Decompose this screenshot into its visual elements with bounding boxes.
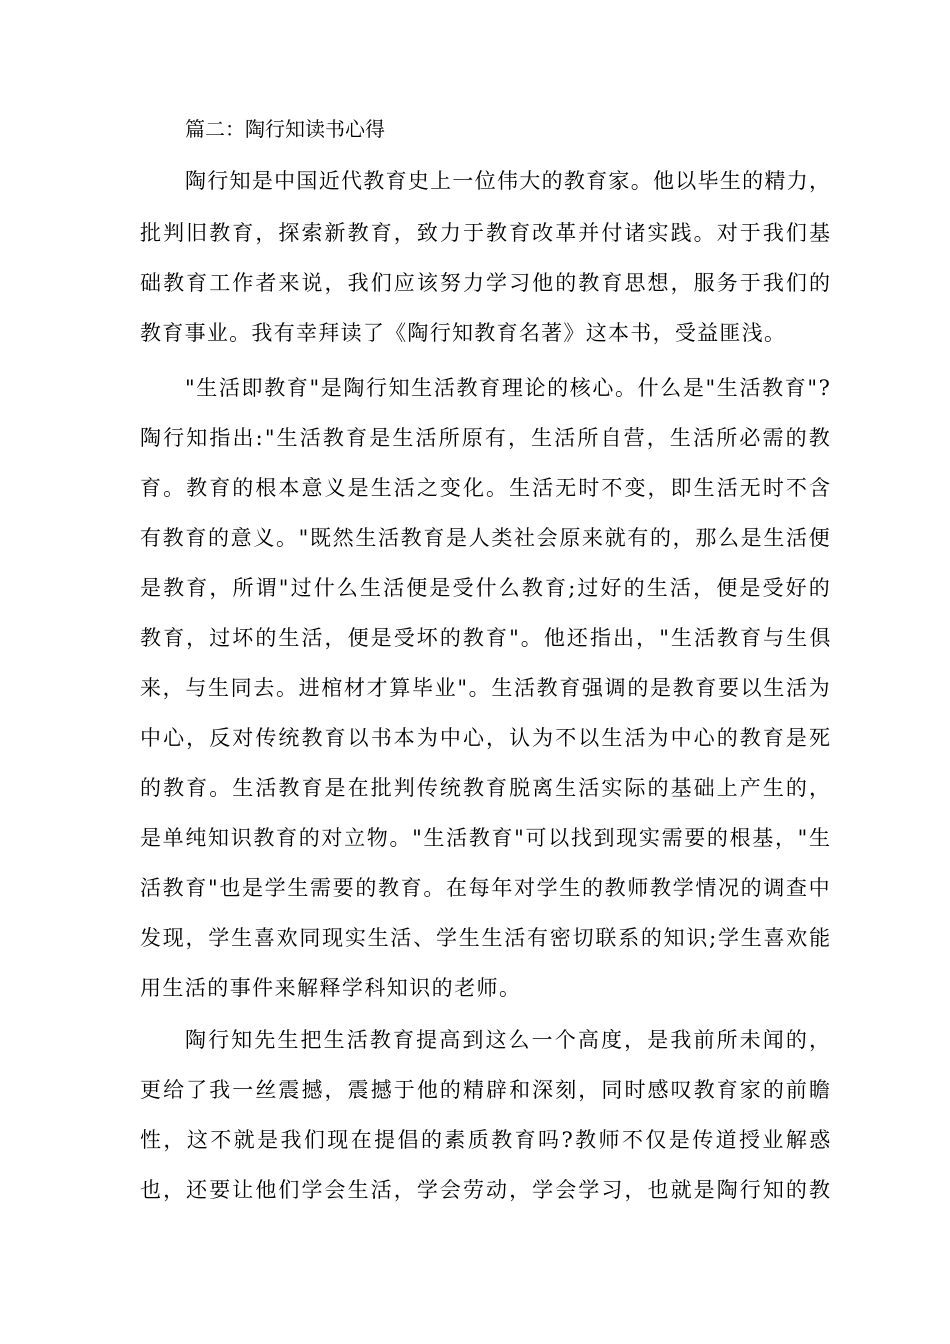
text-line: 育。教育的根本意义是生活之变化。生活无时不变，即生活无时不含 bbox=[140, 476, 833, 500]
text-line: 的教育。生活教育是在批判传统教育脱离生活实际的基础上产生的， bbox=[140, 776, 833, 800]
text-line: 础教育工作者来说，我们应该努力学习他的教育思想，服务于我们的 bbox=[140, 271, 833, 295]
text-line: 活教育"也是学生需要的教育。在每年对学生的教师教学情况的调查中 bbox=[140, 876, 832, 900]
text-line: 发现，学生喜欢同现实生活、学生生活有密切联系的知识;学生喜欢能 bbox=[140, 926, 832, 950]
text-line: 批判旧教育，探索新教育，致力于教育改革并付诸实践。对于我们基 bbox=[140, 221, 833, 245]
text-line: 来，与生同去。进棺材才算毕业"。生活教育强调的是教育要以生活为 bbox=[140, 676, 832, 700]
text-line: 陶行知先生把生活教育提高到这么一个高度，是我前所未闻的， bbox=[185, 1028, 833, 1052]
text-line: 用生活的事件来解释学科知识的老师。 bbox=[140, 976, 522, 1000]
section-heading: 篇二：陶行知读书心得 bbox=[185, 117, 385, 141]
text-line: 更给了我一丝震撼，震撼于他的精辟和深刻，同时感叹教育家的前瞻 bbox=[140, 1078, 833, 1102]
text-line: 是教育，所谓"过什么生活便是受什么教育;过好的生活，便是受好的 bbox=[140, 576, 832, 600]
text-line: 陶行知指出:"生活教育是生活所原有，生活所自营，生活所必需的教 bbox=[140, 426, 832, 450]
text-line: 教育事业。我有幸拜读了《陶行知教育名著》这本书，受益匪浅。 bbox=[140, 321, 787, 345]
text-line: 性，这不就是我们现在提倡的素质教育吗?教师不仅是传道授业解惑 bbox=[140, 1128, 833, 1152]
text-line: 陶行知是中国近代教育史上一位伟大的教育家。他以毕生的精力， bbox=[185, 169, 832, 193]
text-line: 有教育的意义。"既然生活教育是人类社会原来就有的，那么是生活便 bbox=[140, 526, 832, 550]
text-line: "生活即教育"是陶行知生活教育理论的核心。什么是"生活教育"? bbox=[185, 376, 832, 400]
text-line: 也，还要让他们学会生活，学会劳动，学会学习，也就是陶行知的教 bbox=[140, 1178, 833, 1202]
text-line: 教育，过坏的生活，便是受坏的教育"。他还指出，"生活教育与生俱 bbox=[140, 626, 833, 650]
text-line: 中心，反对传统教育以书本为中心，认为不以生活为中心的教育是死 bbox=[140, 726, 833, 750]
text-line: 是单纯知识教育的对立物。"生活教育"可以找到现实需要的根基，"生 bbox=[140, 826, 832, 850]
